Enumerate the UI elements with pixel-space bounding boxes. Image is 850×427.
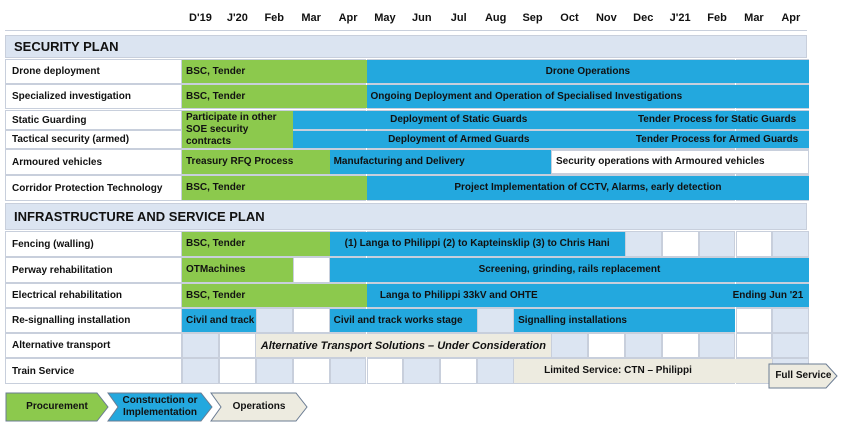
gantt-bar: Treasury RFQ Process (182, 150, 330, 174)
month-header: Feb (707, 12, 727, 24)
month-header: Mar (744, 12, 764, 24)
grid-cell (588, 333, 625, 358)
row-label: Specialized investigation (12, 91, 131, 102)
row-label: Perway rehabilitation (12, 264, 113, 276)
grid-cell (662, 231, 699, 257)
month-header: Jun (412, 12, 432, 24)
grid-cell (182, 333, 219, 358)
month-header: J'21 (669, 12, 691, 24)
grid-cell (293, 308, 330, 333)
header-divider (5, 30, 807, 31)
grid-cell (403, 358, 440, 384)
grid-cell (625, 231, 662, 257)
legend-blue-label: Construction or Implementation (122, 395, 198, 418)
row-label: Alternative transport (12, 340, 111, 351)
legend-green (5, 392, 109, 422)
full-service-chevron-label: Full Service (775, 370, 832, 381)
gantt-bar: BSC, Tender (182, 85, 367, 108)
grid-cell (551, 333, 588, 358)
grid-cell (256, 308, 293, 333)
gantt-bar: Deployment of Armed Guards (293, 131, 625, 148)
gantt-bar: Drone Operations (367, 60, 810, 83)
month-header: Mar (301, 12, 321, 24)
grid-cell (772, 308, 809, 333)
gantt-bar: Project Implementation of CCTV, Alarms, early detection (367, 176, 810, 200)
grid-cell (736, 308, 773, 333)
grid-cell (367, 358, 404, 384)
gantt-bar: Screening, grinding, rails replacement (330, 258, 810, 282)
grid-cell (182, 358, 219, 384)
row-label: Corridor Protection Technology (12, 182, 163, 194)
full-service-chevron (768, 363, 838, 389)
grid-cell (293, 257, 330, 283)
row-label: Armoured vehicles (12, 156, 103, 168)
gantt-bar: BSC, Tender (182, 176, 367, 200)
row-label: Drone deployment (12, 66, 100, 77)
section-infrastructure-plan: INFRASTRUCTURE AND SERVICE PLAN (5, 203, 807, 230)
gantt-bar: Civil and track works stage (330, 309, 478, 332)
grid-cell (330, 358, 367, 384)
row-label: Electrical rehabilitation (12, 290, 123, 301)
month-header: Apr (781, 12, 801, 24)
grid-cell (736, 333, 773, 358)
gantt-bar: Alternative Transport Solutions – Under Consideration (256, 334, 551, 357)
gantt-bar: Tender Process for Armed Guards (625, 131, 810, 148)
legend-green-label: Procurement (26, 401, 88, 412)
month-header: D'19 (189, 12, 212, 24)
gantt-bar: BSC, Tender (182, 232, 330, 256)
month-header: Feb (264, 12, 285, 24)
grid-cell (440, 358, 477, 384)
gantt-bar: Security operations with Armoured vehicles (551, 150, 809, 174)
month-header: Dec (633, 12, 654, 24)
gantt-bar: Ending Jun '21 (551, 284, 809, 307)
grid-cell (219, 333, 256, 358)
month-header: Jul (450, 12, 467, 24)
grid-cell (772, 333, 809, 358)
section-security-plan: SECURITY PLAN (5, 35, 807, 58)
gantt-bar: Langa to Philippi 33kV and OHTE (367, 284, 552, 307)
gantt-bar: Civil and track (182, 309, 256, 332)
grid-cell (699, 231, 736, 257)
grid-cell (477, 308, 514, 333)
month-header: Apr (338, 12, 358, 24)
row-label: Static Guarding (12, 114, 87, 126)
legend-blue (107, 392, 213, 422)
row-label: Tactical security (armed) (12, 134, 130, 145)
month-header: Oct (560, 12, 579, 24)
gantt-bar: BSC, Tender (182, 284, 367, 307)
grid-cell (625, 333, 662, 358)
grid-cell (256, 358, 293, 384)
gantt-bar: Tender Process for Static Guards (625, 111, 810, 129)
gantt-bar: BSC, Tender (182, 60, 367, 83)
month-header: May (374, 12, 396, 24)
month-header: J'20 (226, 12, 248, 24)
gantt-bar: Signalling installations (514, 309, 735, 332)
row-label: Train Service (12, 365, 75, 377)
month-header: Sep (522, 12, 543, 24)
month-header: Aug (484, 12, 507, 24)
gantt-bar: Limited Service: CTN – Philippi (514, 359, 772, 383)
grid-cell (477, 358, 514, 384)
gantt-bar: Ongoing Deployment and Operation of Specialised Investigations (367, 85, 810, 108)
legend-beige-label: Operations (232, 401, 286, 412)
legend-beige (210, 392, 308, 422)
row-label: Fencing (walling) (12, 238, 94, 250)
grid-cell (772, 231, 809, 257)
gantt-bar: (1) Langa to Philippi (2) to Kapteinsklip (3) to Chris Hani (330, 232, 625, 256)
grid-cell (662, 333, 699, 358)
month-header: Nov (595, 12, 617, 24)
gantt-bar: Participate in other SOE security contracts (182, 111, 293, 148)
gantt-bar: OTMachines (182, 258, 293, 282)
grid-cell (293, 358, 330, 384)
grid-cell (699, 333, 736, 358)
grid-cell (736, 231, 773, 257)
gantt-bar: Deployment of Static Guards (293, 111, 625, 129)
grid-cell (219, 358, 256, 384)
row-label: Re-signalling installation (12, 315, 131, 326)
gantt-bar: Manufacturing and Delivery (330, 150, 551, 174)
